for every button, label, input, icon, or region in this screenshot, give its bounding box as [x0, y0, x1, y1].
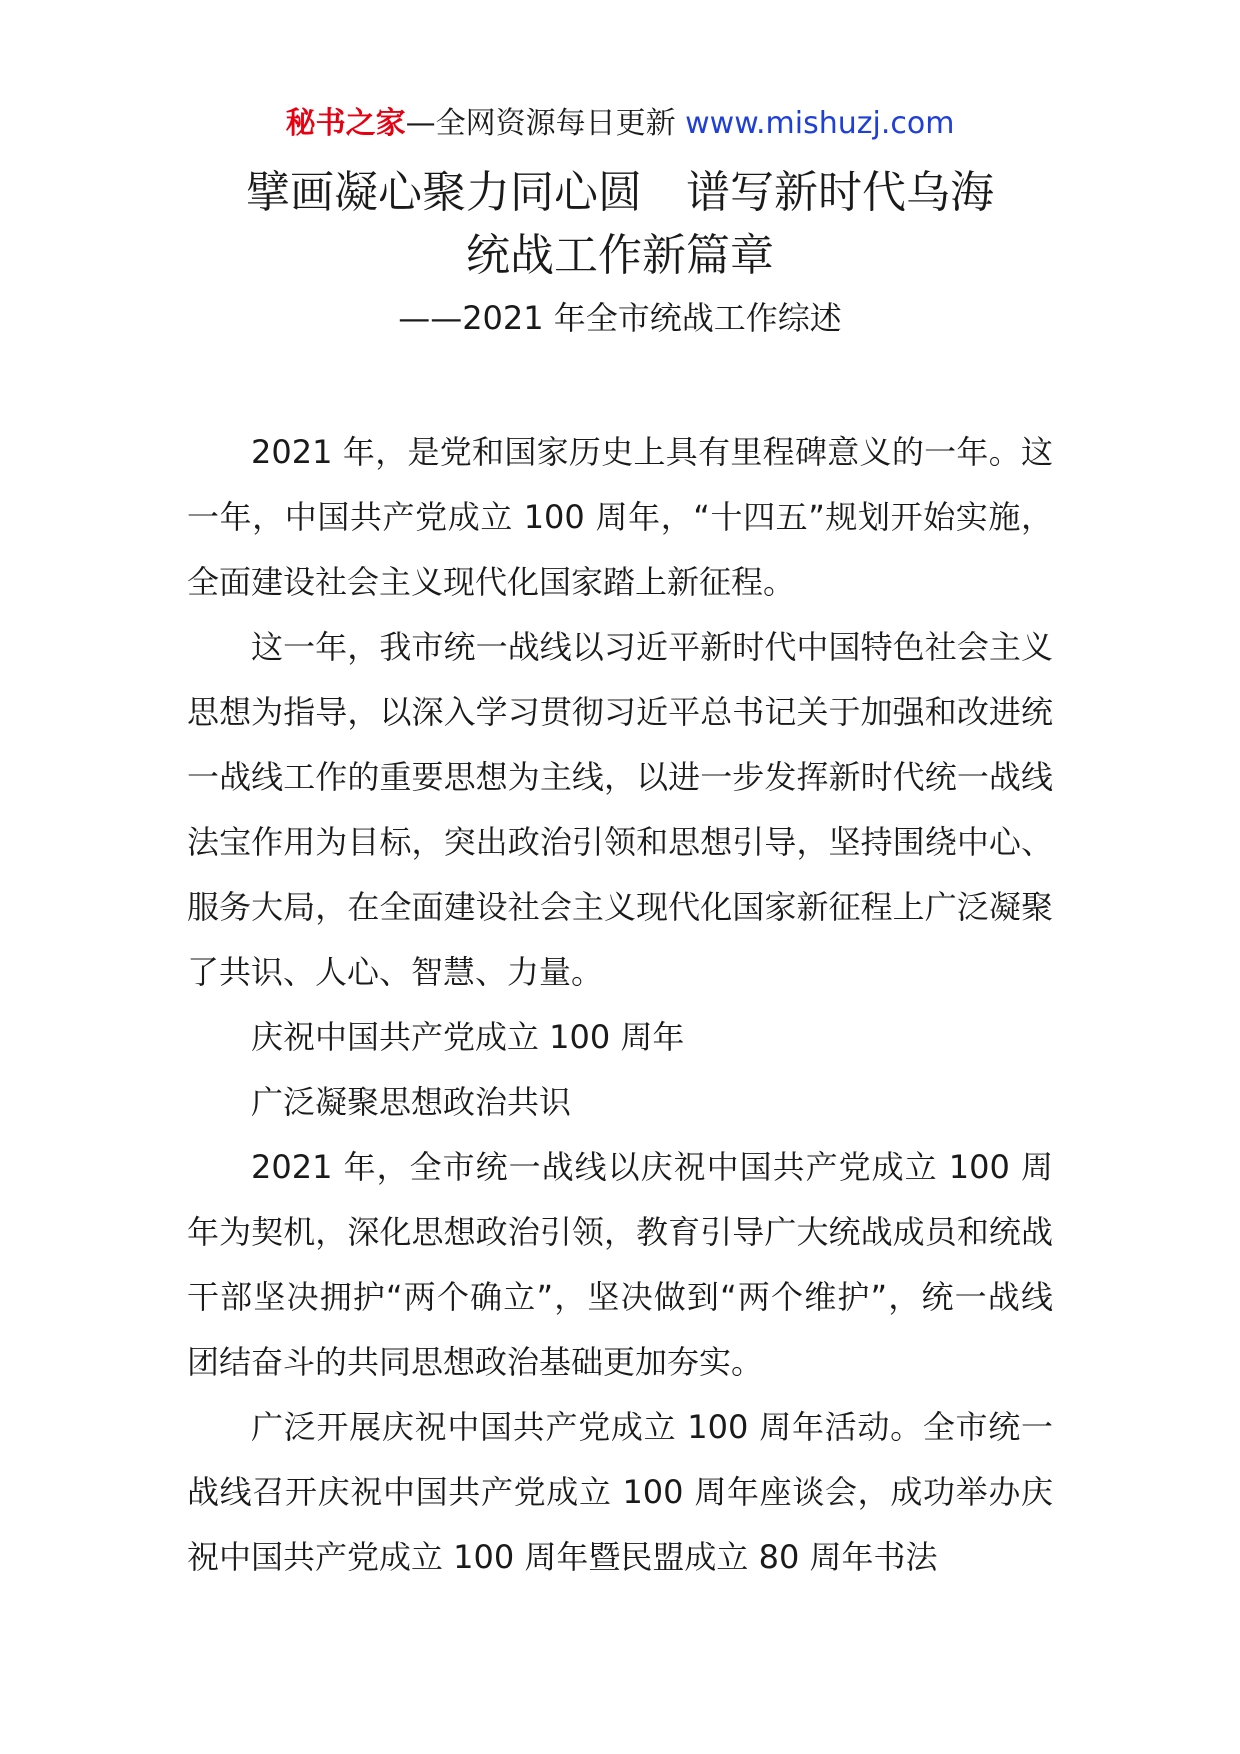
site-header [0, 102, 1240, 146]
header-tagline: —全网资源每日更新 [405, 106, 676, 141]
document-title-line-1: 擘画凝心聚力同心圆 谱写新时代乌海 [246, 167, 994, 218]
document-subtitle: ——2021 年全市统战工作综述 [398, 299, 842, 337]
body-paragraph: 广泛开展庆祝中国共产党成立 100 周年活动。全市统一战线召开庆祝中国共产党成立 100 周年座谈会，成功举办庆祝中国共产党成立 100 周年暨民盟成立 80 周年书法 [187, 1408, 1053, 1576]
body-paragraph: 这一年，我市统一战线以习近平新时代中国特色社会主义思想为指导，以深入学习贯彻习近平总书记关于加强和改进统一战线工作的重要思想为主线，以进一步发挥新时代统一战线法宝作用为目标，突出政治引领和思想引导，坚持围绕中心、服务大局，在全面建设社会主义现代化国家新征程上广泛凝聚了共识、人心、智慧、力量。 [187, 628, 1053, 991]
body-paragraph: 2021 年，全市统一战线以庆祝中国共产党成立 100 周年为契机，深化思想政治引领，教育引导广大统战成员和统战干部坚决拥护“两个确立”，坚决做到“两个维护”，统一战线团结奋斗的共同思想政治基础更加夯实。 [187, 1148, 1053, 1381]
document-body [187, 420, 1053, 1590]
brand-name: 秘书之家 [285, 106, 406, 141]
section-heading: 广泛凝聚思想政治共识 [251, 1083, 572, 1121]
body-paragraph: 2021 年，是党和国家历史上具有里程碑意义的一年。这一年，中国共产党成立 100 周年，“十四五”规划开始实施，全面建设社会主义现代化国家踏上新征程。 [187, 433, 1053, 601]
document-title-line-2: 统战工作新篇章 [466, 230, 774, 281]
site-url-link[interactable]: www.mishuzj.com [685, 106, 955, 141]
section-heading: 庆祝中国共产党成立 100 周年 [251, 1018, 685, 1056]
